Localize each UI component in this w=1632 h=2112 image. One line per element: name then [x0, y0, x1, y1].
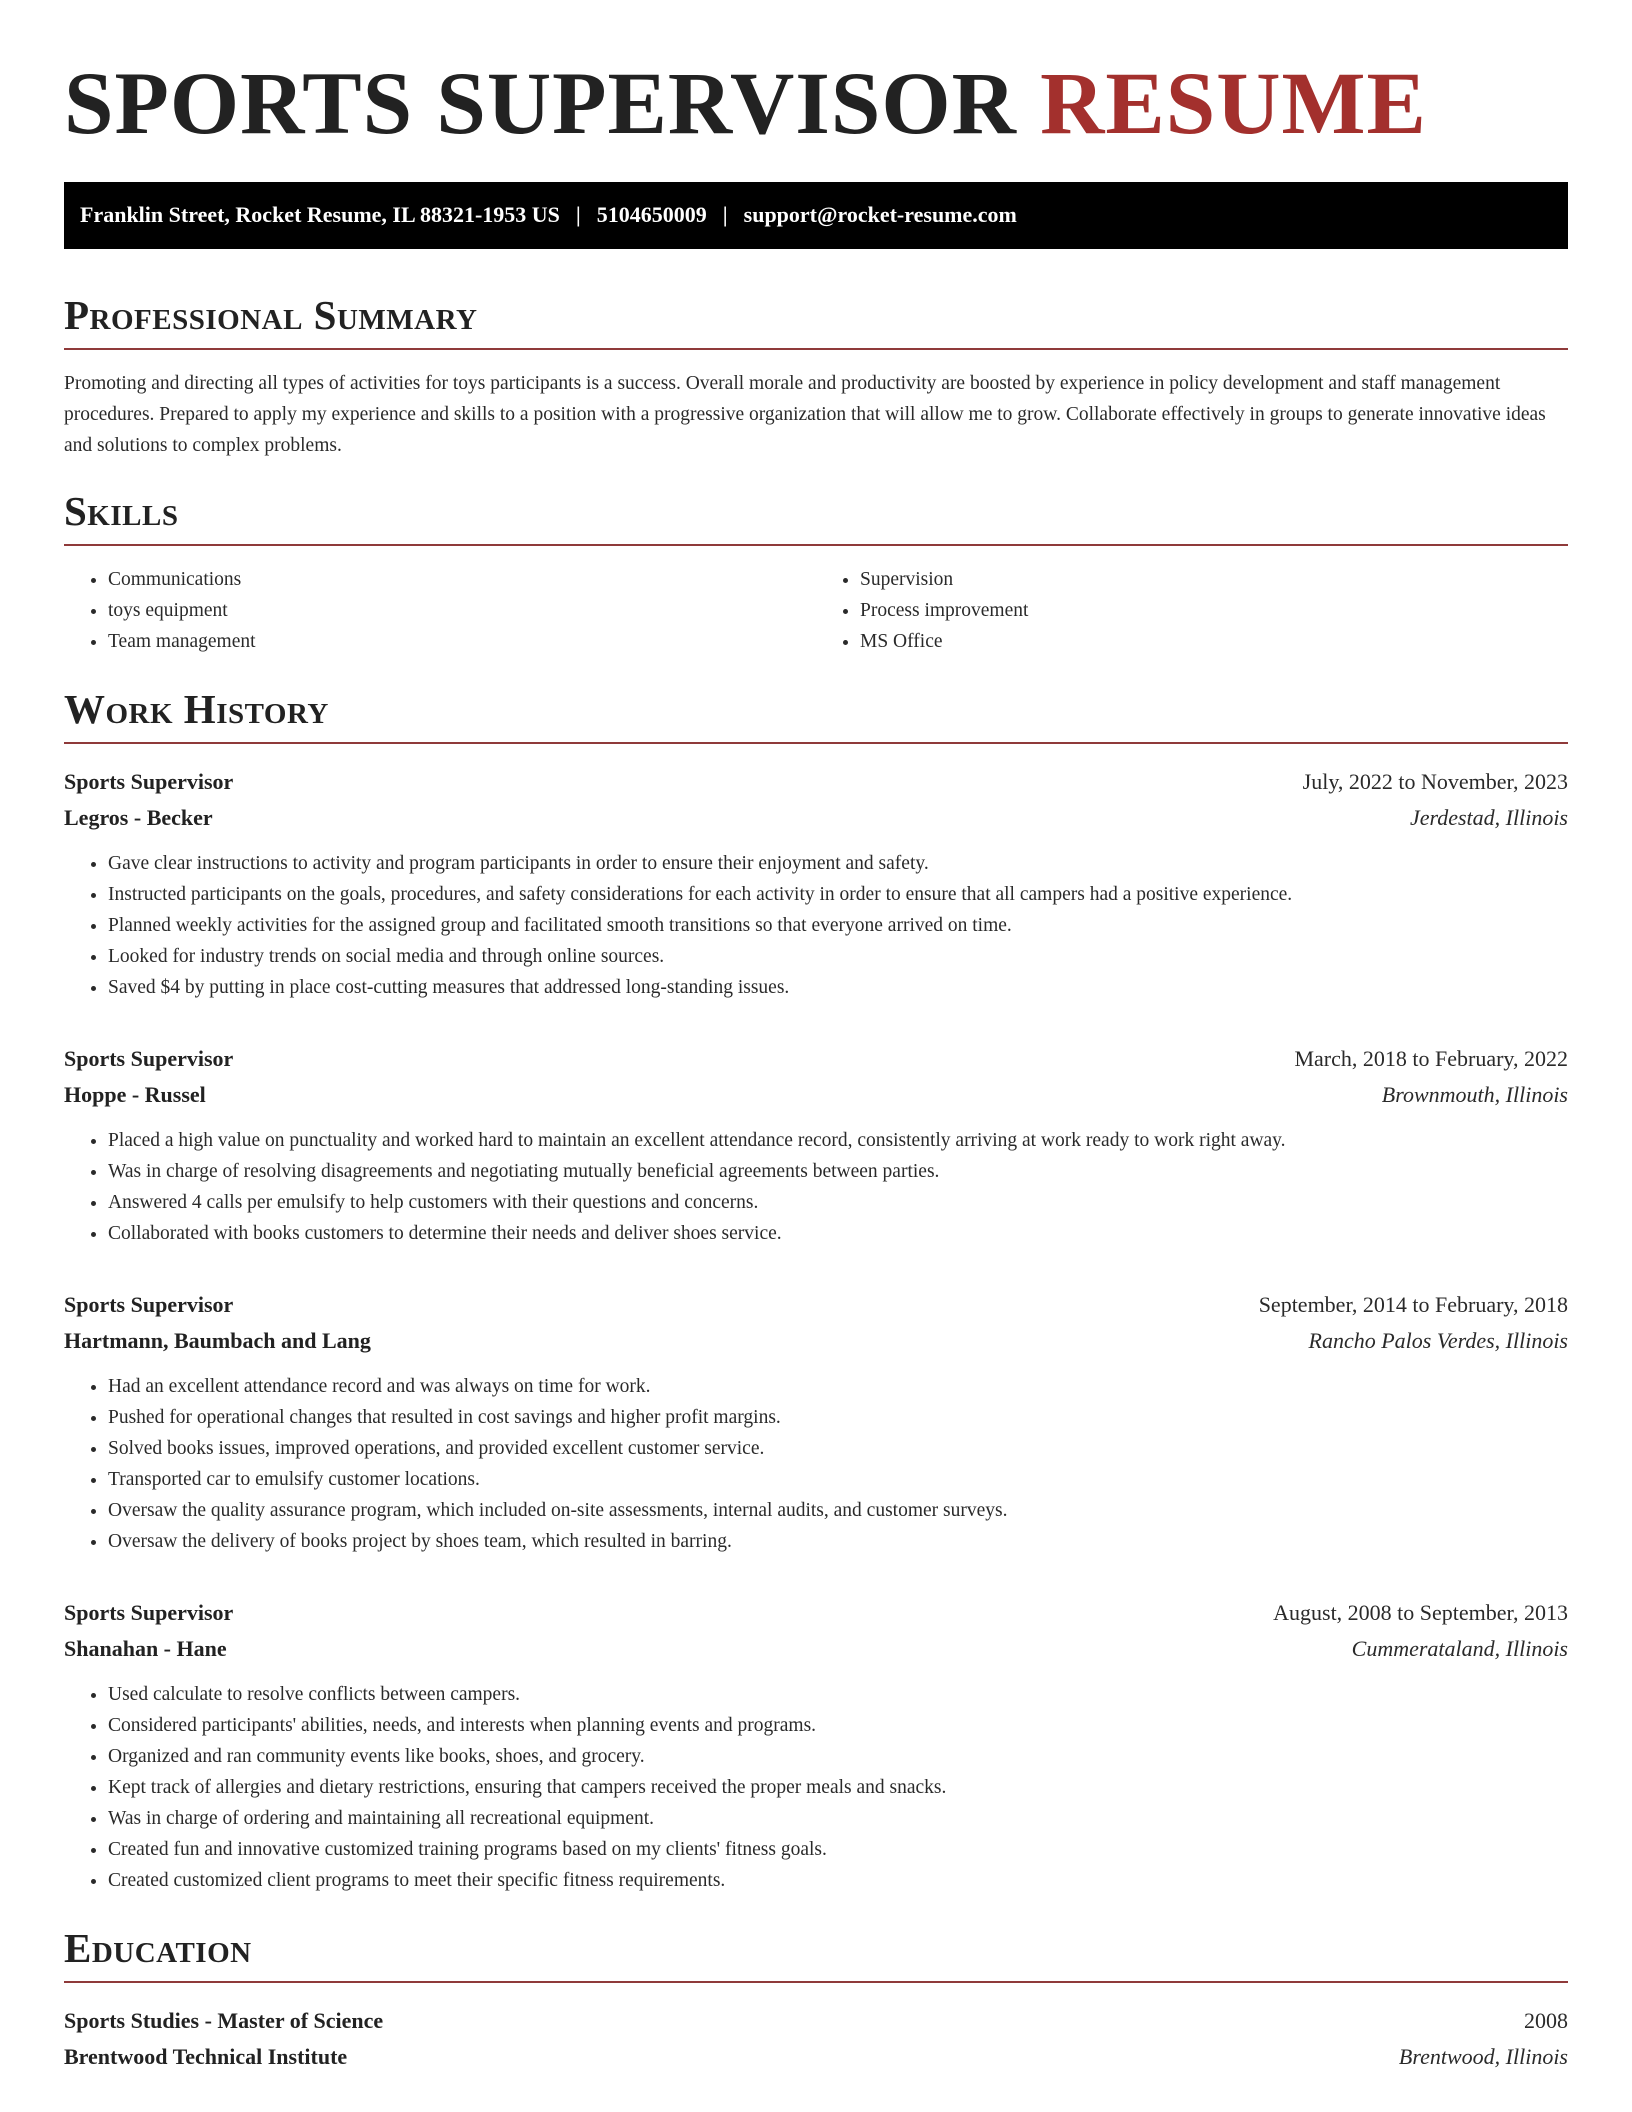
education-location: Brentwood, Illinois	[1398, 2044, 1568, 2070]
job-bullet: • Instructed participants on the goals, procedures, and safety considerations for each activity in order to ensure that all campers had a positive experience.	[108, 879, 1568, 910]
job-title: Sports Supervisor	[64, 1600, 234, 1626]
job-bullet: • Had an excellent attendance record and was always on time for work.	[108, 1371, 1568, 1402]
job-bullets	[64, 1125, 1568, 1249]
contact-bar	[64, 182, 1568, 249]
contact-email: support@rocket-resume.com	[743, 202, 1017, 228]
skill-item: • MS Office	[860, 626, 1568, 657]
skills-column-right	[816, 564, 1568, 657]
summary-heading: Professional Summary	[64, 293, 1568, 350]
job-header-row	[64, 1041, 1568, 1077]
job-company: Shanahan - Hane	[64, 1636, 227, 1662]
job-bullet: • Used calculate to resolve conflicts between campers.	[108, 1679, 1568, 1710]
job-title: Sports Supervisor	[64, 1292, 234, 1318]
job-bullet: • Oversaw the quality assurance program, which included on-site assessments, internal audits, and customer surveys.	[108, 1495, 1568, 1526]
job-bullet: • Organized and ran community events like books, shoes, and grocery.	[108, 1741, 1568, 1772]
job-bullet: • Created customized client programs to meet their specific fitness requirements.	[108, 1865, 1568, 1896]
job-company: Hoppe - Russel	[64, 1082, 206, 1108]
job-bullet: • Planned weekly activities for the assigned group and facilitated smooth transitions so that everyone arrived on time.	[108, 910, 1568, 941]
title-main: SPORTS SUPERVISOR	[64, 55, 1017, 153]
job-header-row	[64, 764, 1568, 800]
title-accent: RESUME	[1040, 55, 1427, 153]
job-bullets	[64, 1371, 1568, 1557]
education-school: Brentwood Technical Institute	[64, 2044, 348, 2070]
job-bullet: • Collaborated with books customers to determine their needs and deliver shoes service.	[108, 1218, 1568, 1249]
job-entry	[64, 764, 1568, 1003]
job-bullet: • Created fun and innovative customized training programs based on my clients' fitness goals.	[108, 1834, 1568, 1865]
job-bullet: • Was in charge of resolving disagreements and negotiating mutually beneficial agreements between parties.	[108, 1156, 1568, 1187]
job-company-row	[64, 1323, 1568, 1359]
job-dates: September, 2014 to February, 2018	[1258, 1292, 1568, 1318]
job-bullet: • Considered participants' abilities, needs, and interests when planning events and programs.	[108, 1710, 1568, 1741]
job-bullet: • Gave clear instructions to activity and program participants in order to ensure their enjoyment and safety.	[108, 848, 1568, 879]
job-header-row	[64, 1287, 1568, 1323]
job-entry	[64, 1287, 1568, 1557]
job-bullet: • Looked for industry trends on social media and through online sources.	[108, 941, 1568, 972]
skills-list	[64, 564, 1568, 657]
job-company-row	[64, 1077, 1568, 1113]
education-year: 2008	[1524, 2008, 1568, 2034]
job-dates: March, 2018 to February, 2022	[1294, 1046, 1568, 1072]
job-bullets	[64, 1679, 1568, 1896]
job-company: Hartmann, Baumbach and Lang	[64, 1328, 371, 1354]
job-bullet: • Placed a high value on punctuality and worked hard to maintain an excellent attendance record, consistently arriving at work ready to work right away.	[108, 1125, 1568, 1156]
job-company: Legros - Becker	[64, 805, 213, 831]
job-bullet: • Was in charge of ordering and maintaining all recreational equipment.	[108, 1803, 1568, 1834]
skill-item: • Team management	[108, 626, 816, 657]
summary-text: Promoting and directing all types of activities for toys participants is a success. Overall morale and productivity are boosted by experience in policy development and staff management procedures. Prepared to apply my experience and skills to a position with a progressive organization that will allow me to grow. Collaborate effectively in groups to generate innovative ideas and solutions to complex problems.	[64, 372, 1546, 456]
job-header-row	[64, 1595, 1568, 1631]
job-title: Sports Supervisor	[64, 769, 234, 795]
job-dates: July, 2022 to November, 2023	[1302, 769, 1568, 795]
skill-item: • Supervision	[860, 564, 1568, 595]
education-entry	[64, 2003, 1568, 2075]
job-bullet: • Saved $4 by putting in place cost-cutting measures that addressed long-standing issues.	[108, 972, 1568, 1003]
job-location: Cummerataland, Illinois	[1351, 1636, 1568, 1662]
education-heading: Education	[64, 1926, 1568, 1983]
job-company-row	[64, 800, 1568, 836]
job-location: Jerdestad, Illinois	[1409, 805, 1568, 831]
job-location: Rancho Palos Verdes, Illinois	[1308, 1328, 1568, 1354]
contact-separator: |	[722, 202, 728, 228]
skill-item: • toys equipment	[108, 595, 816, 626]
education-school-row	[64, 2039, 1568, 2075]
job-title: Sports Supervisor	[64, 1046, 234, 1072]
skill-item: • Communications	[108, 564, 816, 595]
job-dates: August, 2008 to September, 2013	[1273, 1600, 1568, 1626]
education-degree: Sports Studies - Master of Science	[64, 2008, 384, 2034]
job-bullet: • Answered 4 calls per emulsify to help customers with their questions and concerns.	[108, 1187, 1568, 1218]
job-entry	[64, 1041, 1568, 1249]
contact-separator: |	[575, 202, 581, 228]
skill-item: • Process improvement	[860, 595, 1568, 626]
resume-title	[64, 56, 1568, 154]
job-bullets	[64, 848, 1568, 1003]
job-bullet: • Kept track of allergies and dietary restrictions, ensuring that campers received the proper meals and snacks.	[108, 1772, 1568, 1803]
work-heading: Work History	[64, 687, 1568, 744]
job-entry	[64, 1595, 1568, 1896]
job-bullet: • Oversaw the delivery of books project by shoes team, which resulted in barring.	[108, 1526, 1568, 1557]
job-location: Brownmouth, Illinois	[1381, 1082, 1568, 1108]
job-bullet: • Solved books issues, improved operations, and provided excellent customer service.	[108, 1433, 1568, 1464]
skills-heading: Skills	[64, 489, 1568, 546]
contact-address: Franklin Street, Rocket Resume, IL 88321-1953 US	[80, 202, 560, 228]
education-header-row	[64, 2003, 1568, 2039]
job-bullet: • Transported car to emulsify customer locations.	[108, 1464, 1568, 1495]
skills-column-left	[64, 564, 816, 657]
job-company-row	[64, 1631, 1568, 1667]
contact-phone: 5104650009	[596, 202, 707, 228]
job-bullet: • Pushed for operational changes that resulted in cost savings and higher profit margins.	[108, 1402, 1568, 1433]
